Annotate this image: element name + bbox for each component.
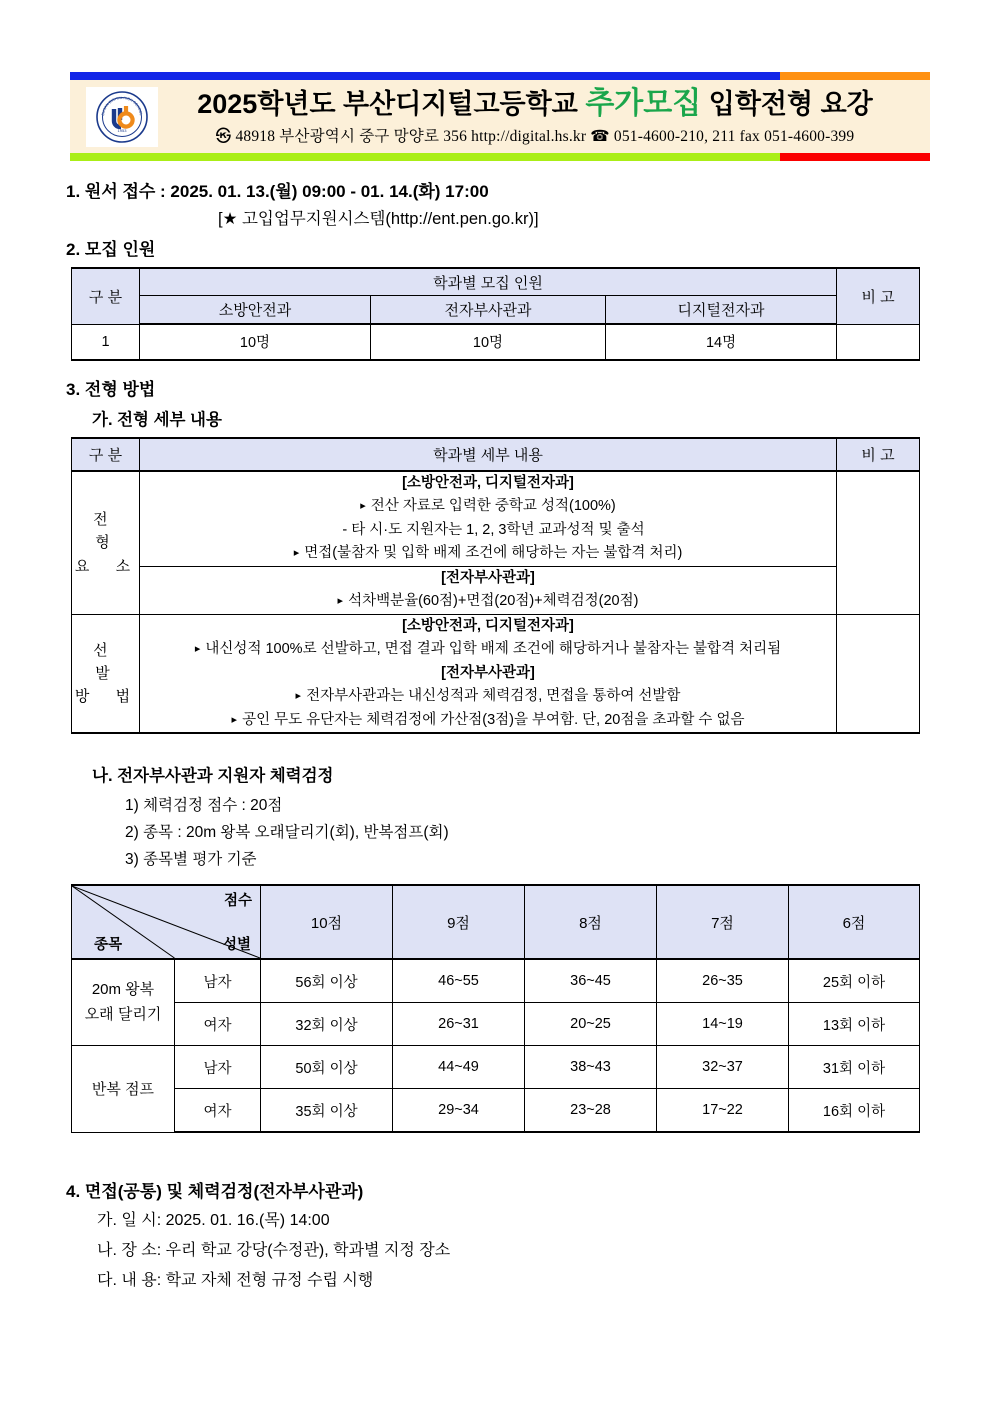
fitness-value-0-0-0: 56회 이상 <box>261 959 393 1003</box>
fitness-value-0-0-3: 26~35 <box>657 959 789 1003</box>
header-top-bar-left <box>70 72 780 80</box>
header-top-bar-right <box>780 72 931 80</box>
fitness-value-1-0-3: 32~37 <box>657 1046 789 1089</box>
table-row <box>72 1046 920 1089</box>
fitness-corner-item-label: 종목 <box>94 937 123 953</box>
fitness-score-col-1: 9점 <box>393 885 525 959</box>
table-header-row <box>72 268 920 296</box>
school-contact-line: ㉿ 48918 부산광역시 중구 망양로 356 http://digital.hs.kr ☎ 051-4600-210, 211 fax 051-4600-399 <box>215 128 855 146</box>
header-bottom-bar-left <box>70 153 780 161</box>
fitness-value-1-0-0: 50회 이상 <box>261 1046 393 1089</box>
table-header-row <box>72 438 920 471</box>
recruitment-row-gubun: 1 <box>72 324 140 360</box>
recruitment-row-bigo <box>837 324 920 360</box>
selection-col-detail: 학과별 세부 내용 <box>140 438 837 471</box>
fitness-corner-score-label: 점수 <box>223 893 252 909</box>
fitness-value-0-0-4: 25회 이하 <box>789 959 920 1003</box>
table-row <box>72 1089 920 1133</box>
recruitment-dept-2: 디지털전자과 <box>606 296 837 325</box>
fitness-gender-0-0: 남자 <box>175 959 261 1003</box>
fitness-value-1-1-1: 29~34 <box>393 1089 525 1133</box>
fitness-corner-header <box>72 885 261 959</box>
fitness-value-0-1-2: 20~25 <box>525 1003 657 1046</box>
selection-criteria-block-1 <box>140 471 837 566</box>
criteria-1-line-2: ▸ 면접(불참자 및 입학 배제 조건에 해당하는 자는 불합격 처리) <box>140 542 836 565</box>
fitness-value-1-0-1: 44~49 <box>393 1046 525 1089</box>
school-emblem-icon <box>95 90 149 144</box>
recruitment-col-gubun: 구 분 <box>72 268 140 324</box>
fitness-value-1-0-4: 31회 이하 <box>789 1046 920 1089</box>
document-title <box>158 87 912 122</box>
criteria-2-group: [전자부사관과] <box>441 569 535 586</box>
criteria-1-line-1: - 타 시·도 지원자는 1, 2, 3학년 교과성적 및 출석 <box>342 521 645 538</box>
fitness-value-0-1-3: 14~19 <box>657 1003 789 1046</box>
fitness-value-0-1-4: 13회 이하 <box>789 1003 920 1046</box>
fitness-score-col-3: 7점 <box>657 885 789 959</box>
header-text-block <box>158 87 930 147</box>
section1-note: [★ 고입업무지원시스템(http://ent.pen.go.kr)] <box>218 210 539 228</box>
section1-heading: 1. 원서 접수 : 2025. 01. 13.(월) 09:00 - 01. 14.(화) 17:00 <box>66 182 489 201</box>
selection-label-criteria: 전 형 요 소 <box>72 471 140 614</box>
section4-item-0: 가. 일 시: 2025. 01. 16.(목) 14:00 <box>97 1212 330 1229</box>
fitness-value-1-1-4: 16회 이하 <box>789 1089 920 1133</box>
section3-heading: 3. 전형 방법 <box>66 380 156 399</box>
recruitment-count-1: 10명 <box>371 324 606 360</box>
criteria-1-group: [소방안전과, 디지털전자과] <box>402 475 574 491</box>
fitness-gender-1-1: 여자 <box>175 1089 261 1133</box>
table-row <box>72 566 920 614</box>
selection-criteria-bigo <box>837 471 920 614</box>
header-bottom-bar-right <box>780 153 931 161</box>
recruitment-col-bigo: 비 고 <box>837 268 920 324</box>
fitness-value-0-1-0: 32회 이상 <box>261 1003 393 1046</box>
section4-heading: 4. 면접(공통) 및 체력검정(전자부사관과) <box>66 1182 364 1201</box>
table-row <box>72 324 920 360</box>
selection-criteria-block-2 <box>140 566 837 614</box>
svg-text:1953: 1953 <box>117 127 127 133</box>
fitness-value-1-1-2: 23~28 <box>525 1089 657 1133</box>
header-banner-body <box>70 80 930 153</box>
selection-method-table <box>71 437 920 734</box>
fitness-value-0-0-2: 36~45 <box>525 959 657 1003</box>
fitness-value-0-1-1: 26~31 <box>393 1003 525 1046</box>
document-title-prefix: 2025학년도 부산디지털고등학교 <box>197 88 586 119</box>
document-header-banner <box>70 72 930 161</box>
recruitment-count-2: 14명 <box>606 324 837 360</box>
section4-item-2: 다. 내 용: 학교 자체 전형 규정 수립 시행 <box>97 1272 374 1289</box>
table-row <box>72 1003 920 1046</box>
fitness-gender-0-1: 여자 <box>175 1003 261 1046</box>
document-title-suffix: 입학전형 요강 <box>701 88 873 119</box>
selection-col-gubun: 구 분 <box>72 438 140 471</box>
method-2-line-1: ▸ 공인 무도 유단자는 체력검정에 가산점(3점)을 부여함. 단, 20점을 초과할 수 없음 <box>140 709 836 732</box>
document-title-highlight: 추가모집 <box>585 86 702 120</box>
table-row <box>72 614 920 733</box>
selection-col-bigo: 비 고 <box>837 438 920 471</box>
table-row <box>72 959 920 1003</box>
section3-sub-b: 나. 전자부사관과 지원자 체력검정 <box>92 767 334 785</box>
criteria-1-line-0: ▸ 전산 자료로 입력한 중학교 성적(100%) <box>140 495 836 518</box>
selection-method-block <box>140 614 837 733</box>
header-bottom-color-bar <box>70 153 930 161</box>
fitness-corner-gender-label: 성별 <box>222 937 251 953</box>
fitness-value-1-1-0: 35회 이상 <box>261 1089 393 1133</box>
section3-sub-a: 가. 전형 세부 내용 <box>92 411 222 429</box>
section3-sub-b-item-0: 1) 체력검정 점수 : 20점 <box>125 797 283 814</box>
fitness-event-0: 20m 왕복 오래 달리기 <box>72 959 175 1046</box>
selection-label-method: 선 발 방 법 <box>72 614 140 733</box>
section3-sub-b-item-2: 3) 종목별 평가 기준 <box>125 851 257 868</box>
fitness-value-1-0-2: 38~43 <box>525 1046 657 1089</box>
method-2-group: [전자부사관과] <box>441 664 535 681</box>
method-2-line-0: ▸ 전자부사관과는 내신성적과 체력검정, 면접을 통하여 선발함 <box>140 685 836 708</box>
section2-heading: 2. 모집 인원 <box>66 240 156 259</box>
section4-item-1: 나. 장 소: 우리 학교 강당(수정관), 학과별 지정 장소 <box>97 1242 451 1259</box>
svg-text:BUSAN DIGITAL HIGH SCHOOL: BUSAN DIGITAL HIGH SCHOOL <box>101 95 143 116</box>
section3-sub-b-item-1: 2) 종목 : 20m 왕복 오래달리기(회), 반복점프(회) <box>125 824 449 841</box>
fitness-score-col-2: 8점 <box>525 885 657 959</box>
fitness-value-0-0-1: 46~55 <box>393 959 525 1003</box>
fitness-score-col-0: 10점 <box>261 885 393 959</box>
recruitment-dept-0: 소방안전과 <box>140 296 371 325</box>
fitness-event-1: 반복 점프 <box>72 1046 175 1133</box>
fitness-score-col-4: 6점 <box>789 885 920 959</box>
recruitment-count-0: 10명 <box>140 324 371 360</box>
method-1-group: [소방안전과, 디지털전자과] <box>402 617 574 634</box>
school-logo <box>86 87 158 147</box>
fitness-gender-1-0: 남자 <box>175 1046 261 1089</box>
header-top-color-bar <box>70 72 930 80</box>
method-1-line-0: ▸ 내신성적 100%로 선발하고, 면접 결과 입학 배제 조건에 해당하거나 불참자는 불합격 처리됨 <box>140 638 836 661</box>
recruitment-col-group: 학과별 모집 인원 <box>140 268 837 296</box>
fitness-criteria-table <box>71 884 920 1133</box>
fitness-value-1-1-3: 17~22 <box>657 1089 789 1133</box>
table-row <box>72 471 920 566</box>
table-subheader-row <box>72 296 920 325</box>
table-header-row <box>72 885 920 959</box>
recruitment-table <box>71 267 920 361</box>
recruitment-dept-1: 전자부사관과 <box>371 296 606 325</box>
criteria-2-line-0: ▸ 석차백분율(60점)+면접(20점)+체력검정(20점) <box>140 590 836 613</box>
selection-method-bigo <box>837 614 920 733</box>
